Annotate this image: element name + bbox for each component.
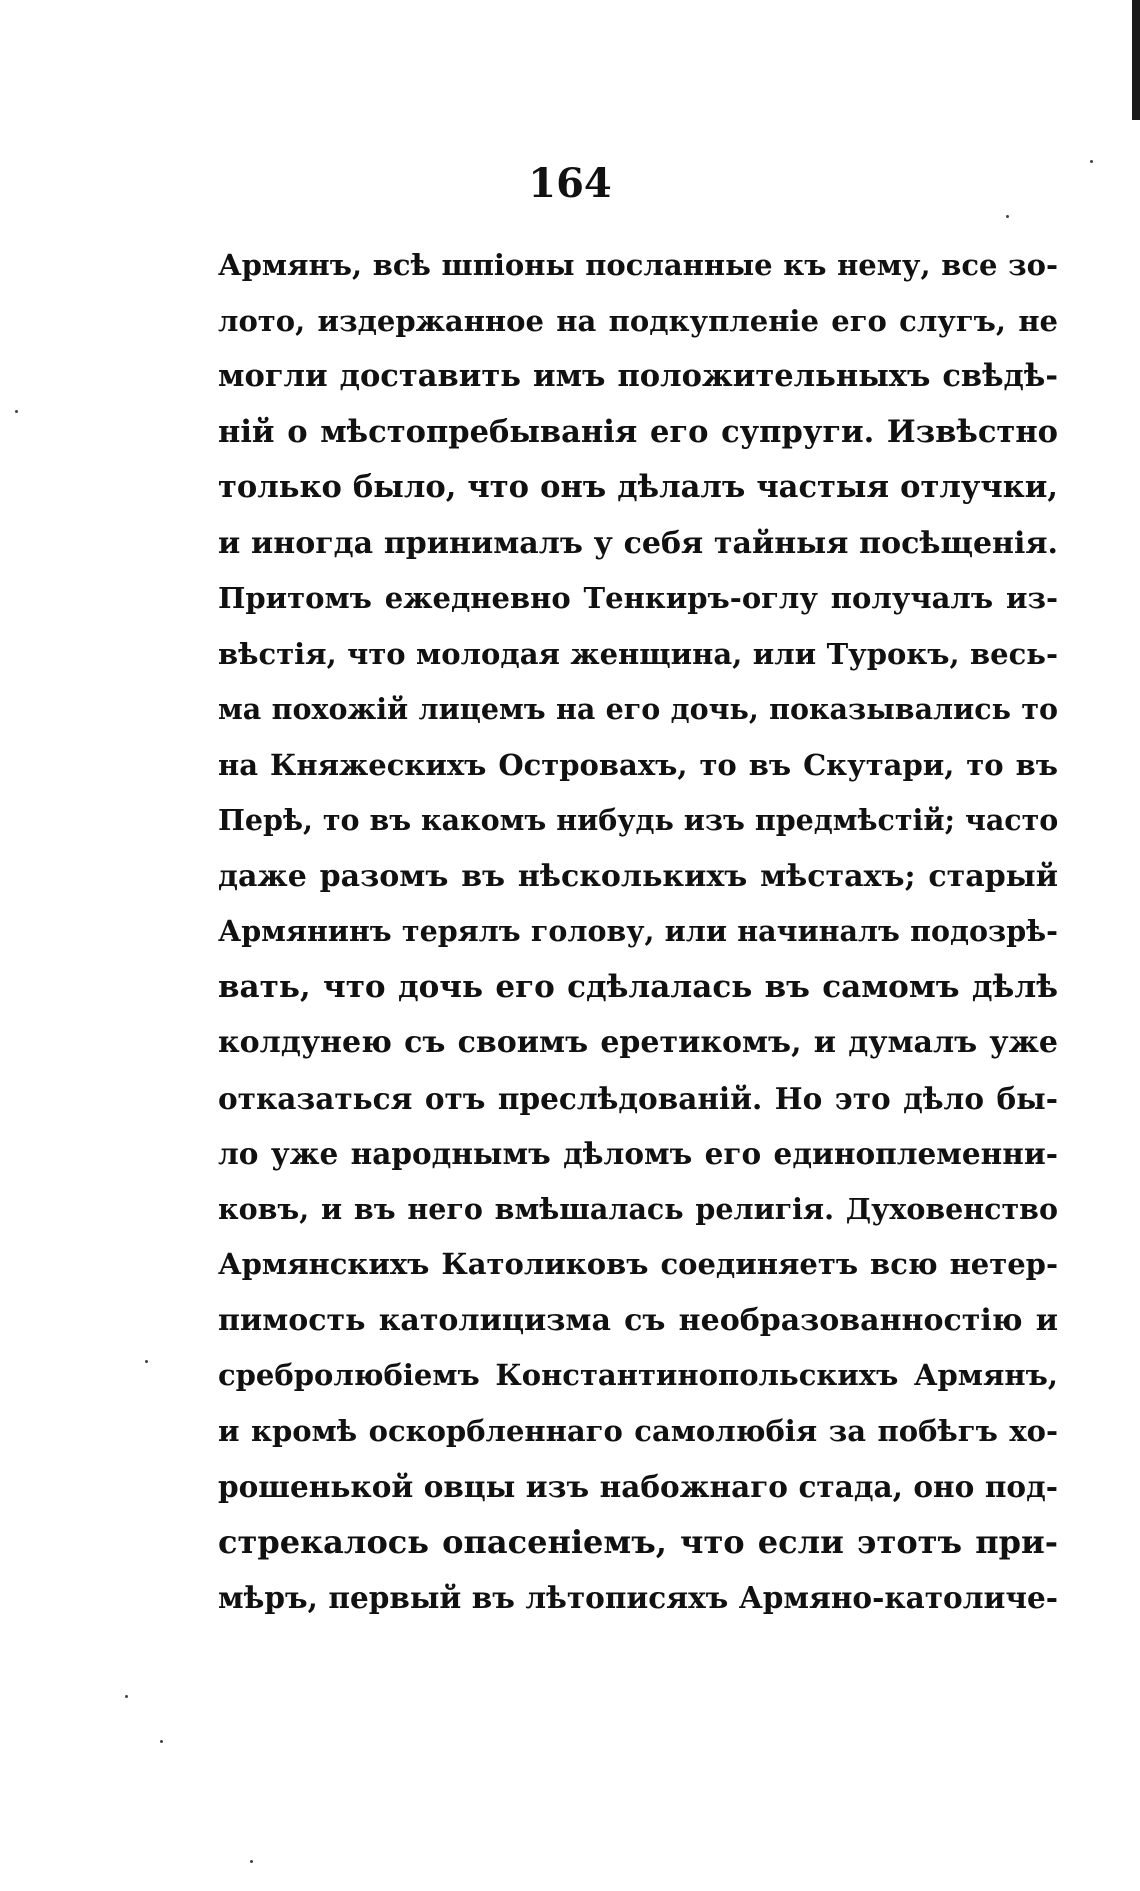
scan-edge-mark <box>1132 0 1140 120</box>
text-line: сребролюбіемъ Константинопольскихъ Армянъ, <box>218 1358 1058 1392</box>
text-line: только было, что онъ дѣлалъ частыя отлучки, <box>218 469 1058 505</box>
text-line: Армянинъ терялъ голову, или начиналъ подозрѣ- <box>218 914 1058 948</box>
text-line: даже разомъ въ нѣсколькихъ мѣстахъ; старый <box>218 858 1058 894</box>
text-line: Перѣ, то въ какомъ нибудь изъ предмѣстій; часто <box>218 803 1059 837</box>
scan-speck <box>145 1360 148 1363</box>
text-line: мѣръ, первый въ лѣтописяхъ Армяно-католиче- <box>218 1580 1058 1615</box>
scan-speck <box>15 410 18 413</box>
text-line: и иногда принималъ у себя тайныя посѣщенія. <box>218 525 1058 561</box>
scan-speck <box>125 1695 128 1698</box>
text-line: Притомъ ежедневно Тенкиръ-оглу получалъ из- <box>218 581 1058 615</box>
text-line: ковъ, и въ него вмѣшалась религія. Духовенство <box>218 1191 1058 1226</box>
text-line: и кромѣ оскорбленнаго самолюбія за побѣгъ хо- <box>218 1413 1058 1448</box>
text-line: могли доставить имъ положительныхъ свѣдѣ- <box>218 358 1058 394</box>
text-line: ма похожій лицемъ на его дочь, показывались то <box>218 692 1058 726</box>
text-line: лото, издержанное на подкупленіе его слугъ, не <box>218 303 1058 338</box>
text-line: колдунею съ своимъ еретикомъ, и думалъ уже <box>218 1025 1058 1060</box>
text-line: стрекалось опасеніемъ, что если этотъ при- <box>218 1522 1058 1561</box>
page-number: 164 <box>528 160 612 207</box>
text-line: ло уже народнымъ дѣломъ его единоплеменни- <box>218 1136 1058 1171</box>
text-line: Армянскихъ Католиковъ соединяетъ всю нетер- <box>218 1247 1058 1281</box>
body-text <box>218 238 1058 1626</box>
scan-speck <box>250 1860 253 1863</box>
text-line: отказаться отъ преслѣдованій. Но это дѣло бы- <box>218 1080 1058 1116</box>
text-line: пимость католицизма съ необразованностію и <box>218 1302 1058 1338</box>
text-line: рошенькой овцы изъ набожнаго стада, оно под- <box>218 1469 1058 1504</box>
text-line: вать, что дочь его сдѣлалась въ самомъ дѣлѣ <box>218 968 1058 1005</box>
text-line: на Княжескихъ Островахъ, то въ Скутари, то въ <box>218 747 1058 782</box>
scan-speck <box>1006 215 1009 218</box>
text-line: вѣстія, что молодая женщина, или Турокъ, весь- <box>218 636 1058 671</box>
scan-speck <box>160 1740 163 1743</box>
text-line: ній о мѣстопребыванія его супруги. Извѣстно <box>218 413 1058 450</box>
text-line: Армянъ, всѣ шпіоны посланные къ нему, все зо- <box>218 248 1058 282</box>
